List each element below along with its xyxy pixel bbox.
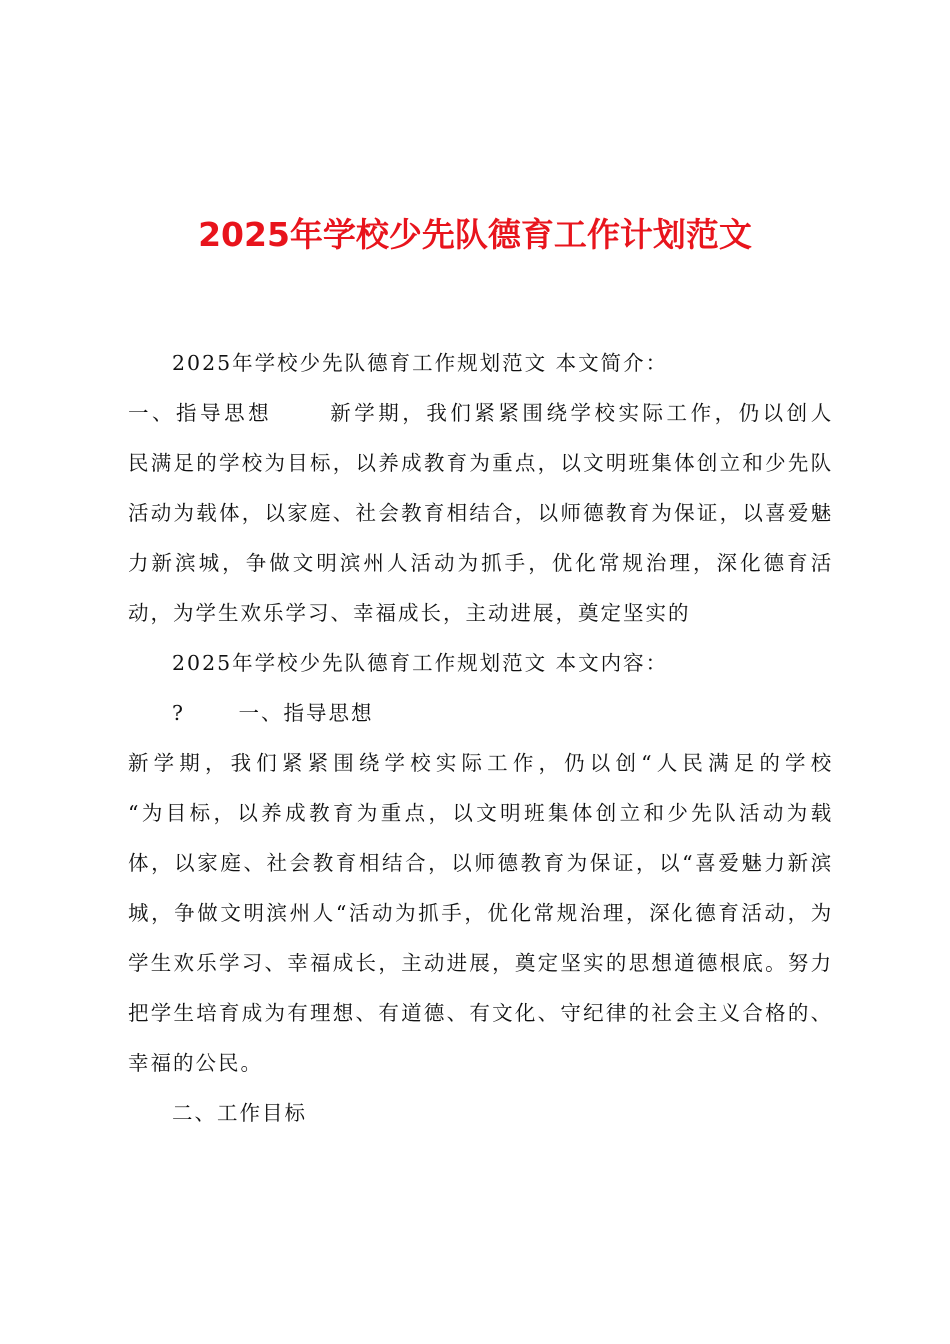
document-title: 2025年学校少先队德育工作计划范文 bbox=[198, 215, 752, 254]
paragraph-line: 活动为载体，以家庭、社会教育相结合，以师德教育为保证，以喜爱魅 bbox=[128, 501, 832, 525]
paragraph-line: 动，为学生欢乐学习、幸福成长，主动进展，奠定坚实的 bbox=[128, 601, 691, 625]
section-heading: 二、工作目标 bbox=[172, 1101, 307, 1125]
paragraph-line: 新学期，我们紧紧围绕学校实际工作，仍以创“人民满足的学校 bbox=[128, 751, 832, 775]
paragraph-line: 体，以家庭、社会教育相结合，以师德教育为保证，以“喜爱魅力新滨 bbox=[128, 851, 832, 875]
paragraph-line: 把学生培育成为有理想、有道德、有文化、守纪律的社会主义合格的、 bbox=[128, 1001, 832, 1025]
paragraph-line: 民满足的学校为目标，以养成教育为重点，以文明班集体创立和少先队 bbox=[128, 451, 832, 475]
paragraph-line: 学生欢乐学习、幸福成长，主动进展，奠定坚实的思想道德根底。努力 bbox=[128, 951, 832, 975]
paragraph-line: 城，争做文明滨州人“活动为抓手，优化常规治理，深化德育活动，为 bbox=[128, 901, 832, 925]
paragraph-line: “为目标，以养成教育为重点，以文明班集体创立和少先队活动为载 bbox=[128, 801, 832, 825]
content-heading: 2025年学校少先队德育工作规划范文 本文内容： bbox=[172, 651, 669, 675]
intro-heading: 2025年学校少先队德育工作规划范文 本文简介： bbox=[172, 351, 669, 375]
paragraph-line: 幸福的公民。 bbox=[128, 1051, 263, 1075]
paragraph-line: 力新滨城，争做文明滨州人活动为抓手，优化常规治理，深化德育活 bbox=[128, 551, 832, 575]
paragraph-line: 一、指导思想 新学期，我们紧紧围绕学校实际工作，仍以创人 bbox=[128, 401, 832, 425]
section-heading: ? 一、指导思想 bbox=[172, 701, 374, 725]
